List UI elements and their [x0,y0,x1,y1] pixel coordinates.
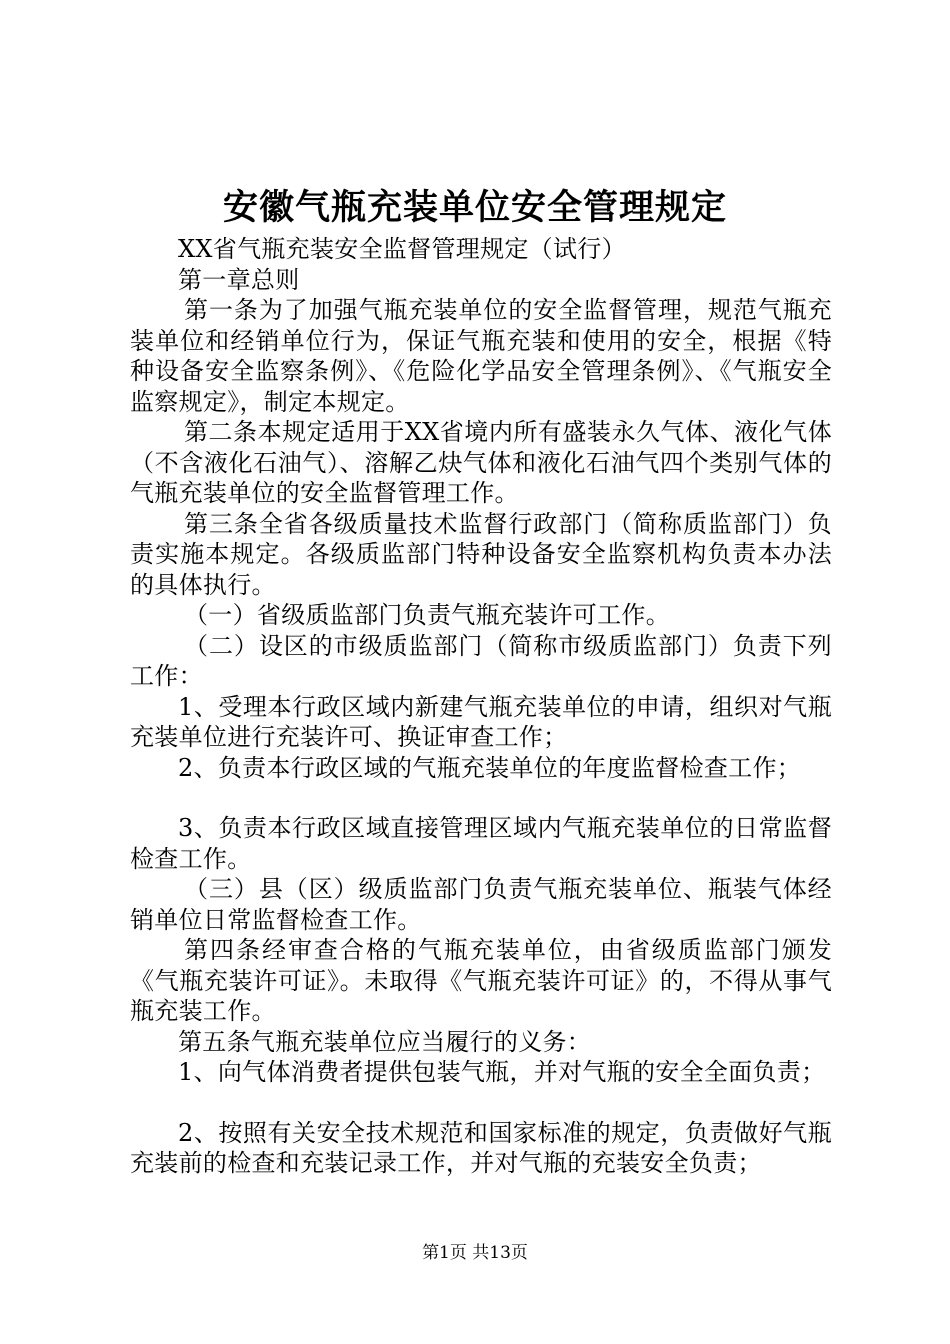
page-number-footer: 第1页 共13页 [422,1243,528,1263]
paragraph-item-municipal: （二）设区的市级质监部门（简称市级质监部门）负责下列工作： [130,631,832,690]
paragraph-duty-1: 1、受理本行政区域内新建气瓶充装单位的申请，组织对气瓶充装单位进行充装许可、换证审查工作； [130,692,832,751]
paragraph-duty-3: 3、负责本行政区域直接管理区域内气瓶充装单位的日常监督检查工作。 [130,814,832,873]
document-body [130,234,832,1179]
paragraph-article-1: 第一条为了加强气瓶充装单位的安全监督管理，规范气瓶充装单位和经销单位行为，保证气瓶充装和使用的安全，根据《特种设备安全监察条例》、《危险化学品安全管理条例》、《气瓶安全监察规定》，制定本规定。 [130,296,832,416]
paragraph-obligation-1: 1、向气体消费者提供包装气瓶，并对气瓶的安全全面负责； [178,1058,826,1086]
paragraph-obligation-2: 2、按照有关安全技术规范和国家标准的规定，负责做好气瓶充装前的检查和充装记录工作，并对气瓶的充装安全负责； [130,1118,832,1177]
paragraph-item-county: （三）县（区）级质监部门负责气瓶充装单位、瓶装气体经销单位日常监督检查工作。 [130,875,832,934]
paragraph-item-provincial: （一）省级质监部门负责气瓶充装许可工作。 [184,601,670,629]
paragraph-article-4: 第四条经审查合格的气瓶充装单位，由省级质监部门颁发《气瓶充装许可证》。未取得《气瓶充装许可证》的，不得从事气瓶充装工作。 [130,936,832,1025]
paragraph-duty-2: 2、负责本行政区域的气瓶充装单位的年度监督检查工作； [178,753,802,782]
paragraph-subtitle: XX省气瓶充装安全监督管理规定（试行） [178,235,626,263]
paragraph-article-5: 第五条气瓶充装单位应当履行的义务： [178,1027,592,1056]
paragraph-article-3: 第三条全省各级质量技术监督行政部门（简称质监部门）负责实施本规定。各级质监部门特种设备安全监察机构负责本办法的具体执行。 [130,509,832,599]
paragraph-chapter-heading: 第一章总则 [178,265,300,294]
paragraph-article-2: 第二条本规定适用于XX省境内所有盛装永久气体、液化气体（不含液化石油气）、溶解乙炔气体和液化石油气四个类别气体的气瓶充装单位的安全监督管理工作。 [130,418,832,507]
document-title: 安徽气瓶充装单位安全管理规定 [222,187,727,228]
